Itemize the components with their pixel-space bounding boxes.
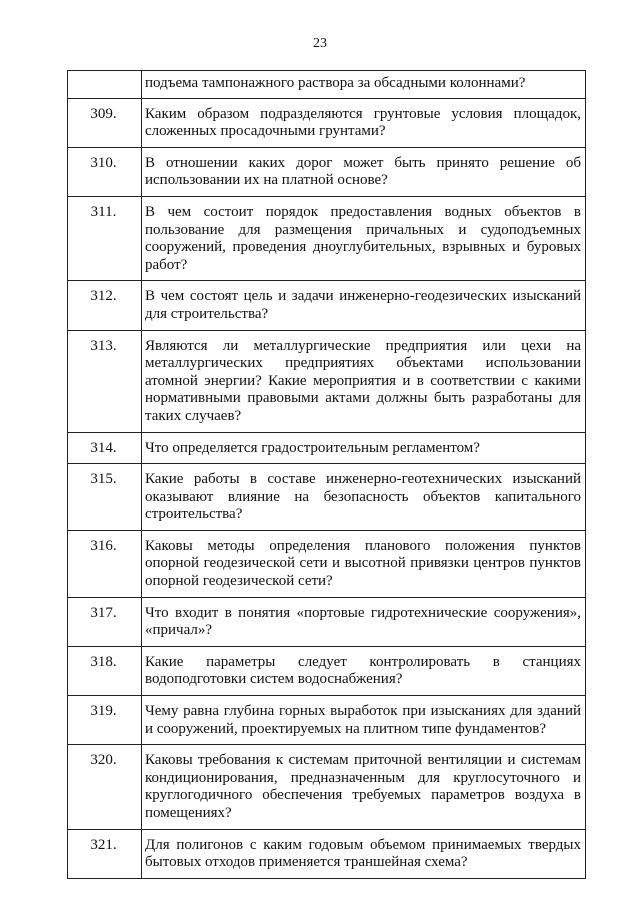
table-row (68, 281, 586, 330)
row-number: 312. (68, 281, 142, 330)
question-text: Чему равна глубина горных выработок при изысканиях для зданий и сооружений, проектируемых на плитном типе фундаментов? (142, 696, 586, 745)
question-text: Каковы методы определения планового положения пунктов опорной геодезической сети и высотной привязки центров пунктов опорной геодезической сети? (142, 530, 586, 597)
table-row (68, 147, 586, 196)
row-number: 319. (68, 696, 142, 745)
row-number: 317. (68, 597, 142, 646)
row-number: 320. (68, 745, 142, 829)
question-text: Являются ли металлургические предприятия или цехи на металлургических предприятиях объектами использовании атомной энергии? Какие мероприятия и в соответствии с какими нормативными правовыми актами должны быть разработаны для таких случаев? (142, 330, 586, 432)
question-text: В чем состоит порядок предоставления водных объектов в пользование для размещения причальных и судоподъемных сооружений, проведения дноуглубительных, взрывных и буровых работ? (142, 196, 586, 280)
table-row (68, 432, 586, 464)
row-number: 313. (68, 330, 142, 432)
table-row (68, 829, 586, 878)
question-text: Для полигонов с каким годовым объемом принимаемых твердых бытовых отходов применяется траншейная схема? (142, 829, 586, 878)
row-number: 318. (68, 646, 142, 695)
row-number: 311. (68, 196, 142, 280)
row-number: 316. (68, 530, 142, 597)
question-text: Какие параметры следует контролировать в станциях водоподготовки систем водоснабжения? (142, 646, 586, 695)
table-row (68, 530, 586, 597)
questions-table (67, 70, 586, 879)
table-row (68, 196, 586, 280)
table-row (68, 745, 586, 829)
question-text: В чем состоят цель и задачи инженерно-геодезических изысканий для строительства? (142, 281, 586, 330)
row-number: 321. (68, 829, 142, 878)
table-row (68, 330, 586, 432)
table-row (68, 464, 586, 531)
table-row (68, 646, 586, 695)
row-number: 310. (68, 147, 142, 196)
table-row (68, 696, 586, 745)
question-text: Каким образом подразделяются грунтовые условия площадок, сложенных просадочными грунтами? (142, 98, 586, 147)
row-number: 315. (68, 464, 142, 531)
row-number: 309. (68, 98, 142, 147)
table-row (68, 71, 586, 99)
page-number: 23 (313, 36, 327, 51)
table-row (68, 98, 586, 147)
question-text: Каковы требования к системам приточной вентиляции и системам кондиционирования, предназначенным для круглосуточного и круглогодичного обеспечения требуемых параметров воздуха в помещениях? (142, 745, 586, 829)
question-text: Какие работы в составе инженерно-геотехнических изысканий оказывают влияние на безопасность объектов капитального строительства? (142, 464, 586, 531)
row-number: 314. (68, 432, 142, 464)
question-text: Что определяется градостроительным регламентом? (142, 432, 586, 464)
question-text: Что входит в понятия «портовые гидротехнические сооружения», «причал»? (142, 597, 586, 646)
table-row (68, 597, 586, 646)
question-text: В отношении каких дорог может быть принято решение об использовании их на платной основе? (142, 147, 586, 196)
row-number (68, 71, 142, 99)
question-text: подъема тампонажного раствора за обсадными колоннами? (142, 71, 586, 99)
